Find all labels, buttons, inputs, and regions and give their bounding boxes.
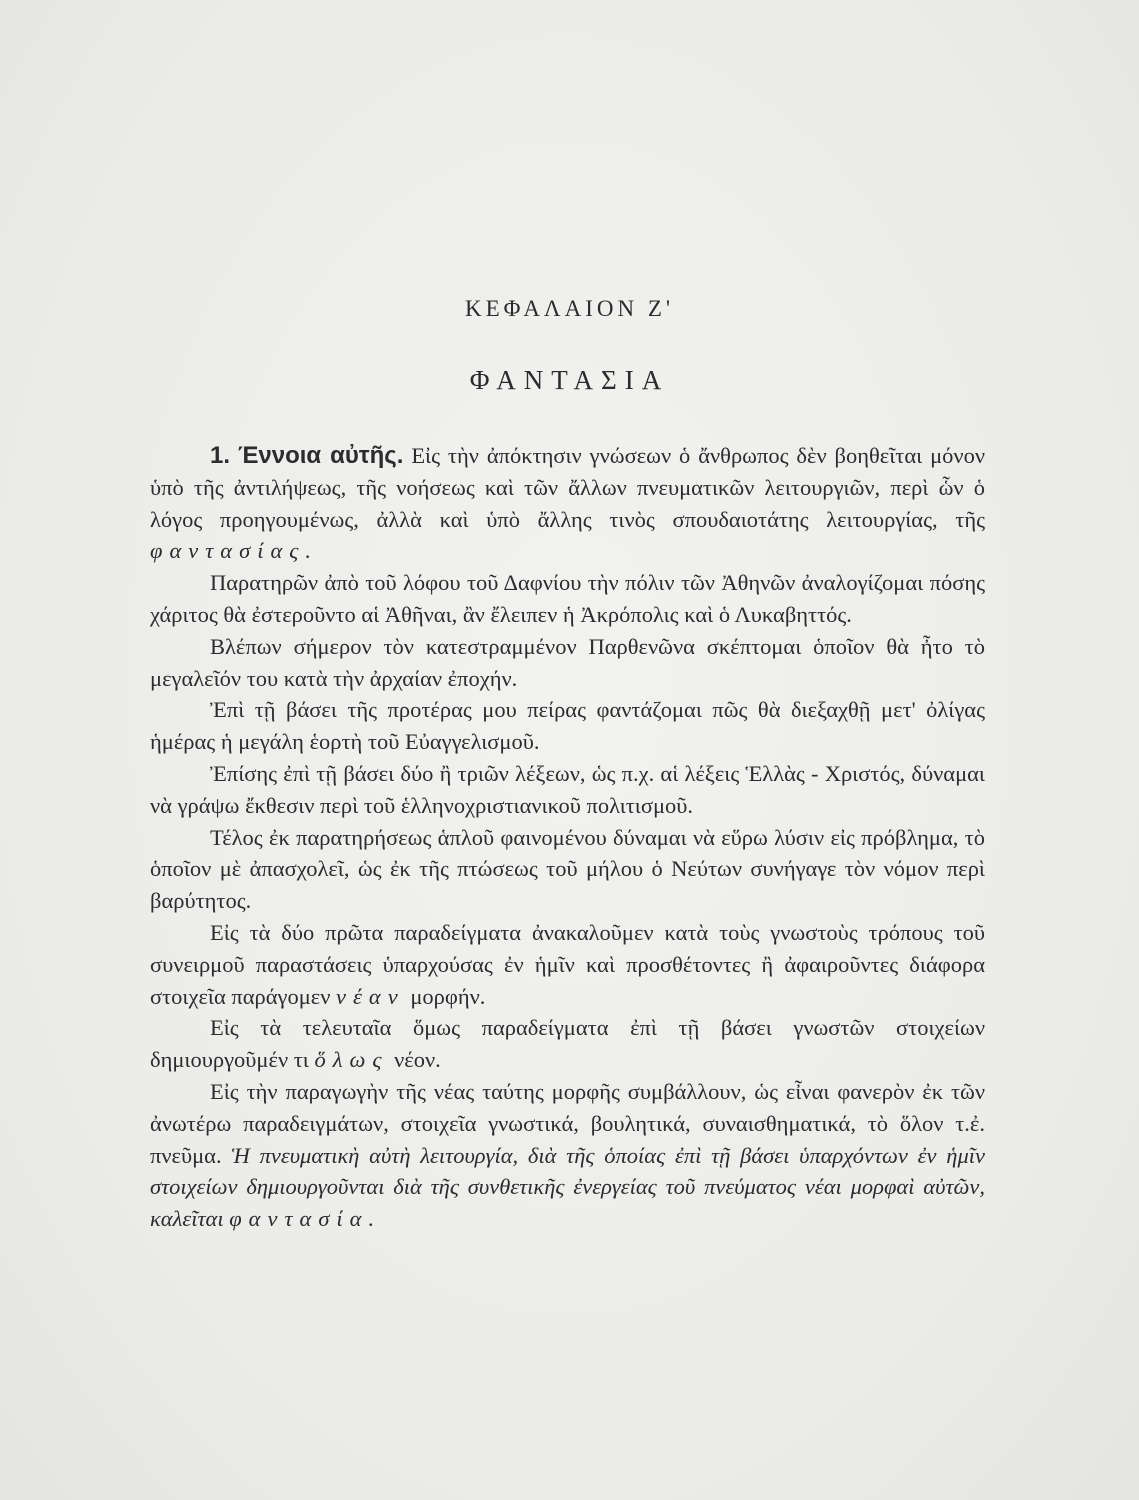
paragraph-text: Εἰς τὴν ἀπόκτησιν γνώσεων ὁ ἄνθρωπος δὲν βοηθεῖται μόνον ὑπὸ τῆς ἀντιλήψεως, τῆς νοήσεως καὶ τῶν ἄλλων πνευματικῶν λειτουργιῶν, περὶ ὧν ὁ λόγος προηγουμένως, ἀλλὰ καὶ ὑπὸ ἄλλης τινὸς σπουδαιοτάτης λειτουργίας, τῆς <box>150 443 986 532</box>
paragraph-9 <box>150 1076 985 1235</box>
section-number: 1. <box>210 442 231 469</box>
chapter-heading: ΚΕΦΑΛΑΙΟΝ Ζ' <box>464 296 675 321</box>
paragraph-text: Εἰς τὰ τελευταῖα ὅμως παραδείγματα ἐπὶ τῇ βάσει γνωστῶν στοιχείων δημιουργοῦμέν τι <box>150 1015 985 1073</box>
emphasis-term: φαντασίας. <box>150 538 319 564</box>
paragraph-1 <box>150 440 985 567</box>
paragraph-5: Ἐπίσης ἐπὶ τῇ βάσει δύο ἢ τριῶν λέξεων, ὡς π.χ. αἱ λέξεις Ἑλλὰς - Χριστός, δύναμαι νὰ γράψω ἔκθεσιν περὶ τοῦ ἑλληνοχριστιανικοῦ πολιτισμοῦ. <box>150 760 985 818</box>
emphasis-term: νέαν <box>336 983 405 1009</box>
paragraph-text: νέον. <box>388 1047 441 1073</box>
definition-text: Ἡ πνευματικὴ αὐτὴ λειτουργία, διὰ τῆς ὁποίας ἐπὶ τῇ βάσει ὑπαρχόντων ἐν ἡμῖν στοιχείων δημιουργοῦνται διὰ τῆς συνθετικῆς ἐνεργείας τοῦ πνεύματος νέαι μορφαὶ αὐτῶν, καλεῖται <box>150 1142 985 1232</box>
paragraph-text: Εἰς τὰ δύο πρῶτα παραδείγματα ἀνακαλοῦμεν κατὰ τοὺς γνωστοὺς τρόπους τοῦ συνειρμοῦ παραστάσεις ὑπαρχούσας ἐν ἡμῖν καὶ προσθέτοντες ἢ ἀφαιροῦντες διάφορα στοιχεῖα παράγομεν <box>150 919 985 1009</box>
emphasis-term: ὅλως <box>314 1047 389 1073</box>
chapter-title: ΦΑΝΤΑΣΙΑ <box>469 365 670 395</box>
body-text <box>150 440 985 1235</box>
paragraph-text: Εἰς τὴν παραγωγὴν τῆς νέας ταύτης μορφῆς συμβάλλουν, ὡς εἶναι φανερὸν ἐκ τῶν ἀνωτέρω παραδειγμάτων, στοιχεῖα γνωστικά, βουλητικά, συναισθηματικά, τὸ ὅλον τ.ἐ. πνεῦμα. <box>150 1078 985 1168</box>
paragraph-7 <box>150 917 985 1012</box>
paragraph-2: Παρατηρῶν ἀπὸ τοῦ λόφου τοῦ Δαφνίου τὴν πόλιν τῶν Ἀθηνῶν ἀναλογίζομαι πόσης χάριτος θὰ ἐστεροῦντο αἱ Ἀθῆναι, ἂν ἔλειπεν ἡ Ἀκρόπολις καὶ ὁ Λυκαβηττός. <box>150 570 985 627</box>
paragraph-3: Βλέπων σήμερον τὸν κατεστραμμένον Παρθενῶνα σκέπτομαι ὁποῖον θὰ ἦτο τὸ μεγαλεῖόν του κατὰ τὴν ἀρχαίαν ἐποχήν. <box>150 633 985 691</box>
paragraph-6: Τέλος ἐκ παρατηρήσεως ἁπλοῦ φαινομένου δύναμαι νὰ εὕρω λύσιν εἰς πρόβλημα, τὸ ὁποῖον μὲ ἀπασχολεῖ, ὡς ἐκ τῆς πτώσεως τοῦ μήλου ὁ Νεύτων συνήγαγε τὸν νόμον περὶ βαρύτητος. <box>150 824 985 914</box>
section-heading: Έννοια αὐτῆς. <box>237 442 404 469</box>
emphasis-term: φαντασία. <box>229 1206 382 1232</box>
paragraph-4: Ἐπὶ τῇ βάσει τῆς προτέρας μου πείρας φαντάζομαι πῶς θὰ διεξαχθῇ μετ' ὀλίγας ἡμέρας ἡ μεγάλη ἑορτὴ τοῦ Εὐαγγελισμοῦ. <box>150 697 985 755</box>
paragraph-text: μορφήν. <box>404 983 486 1009</box>
paragraph-8 <box>150 1012 985 1076</box>
